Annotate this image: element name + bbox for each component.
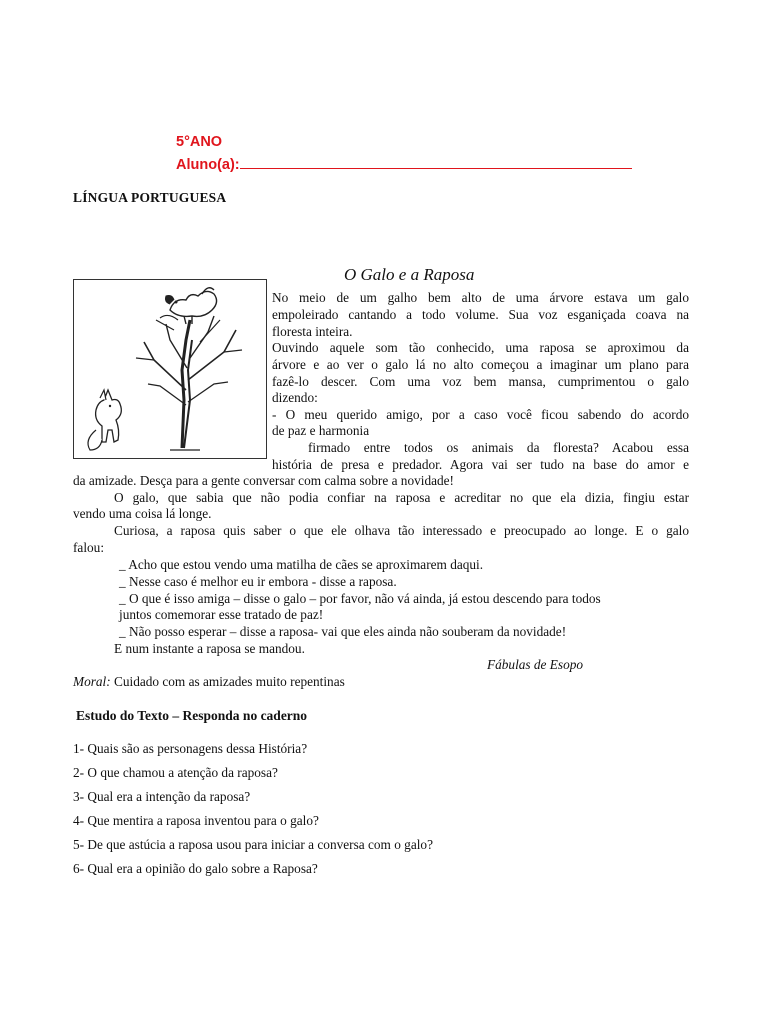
moral-label: Moral: (73, 674, 111, 689)
question-item: 1- Quais são as personagens dessa História? (73, 741, 308, 756)
story-line: firmado entre todos os animais da floresta? Acabou essa (308, 440, 689, 455)
subject-heading: LÍNGUA PORTUGUESA (73, 190, 227, 205)
story-moral (73, 674, 345, 690)
question-item: 3- Qual era a intenção da raposa? (73, 789, 251, 804)
student-name-line[interactable] (240, 154, 632, 169)
story-line: _ Nesse caso é melhor eu ir embora - disse a raposa. (119, 574, 397, 589)
story-line: No meio de um galho bem alto de uma árvore estava um galo (272, 290, 689, 305)
story-line: Curiosa, a raposa quis saber o que ele olhava tão interessado e preocupado ao longe. E o galo (114, 523, 689, 538)
story-line: vendo uma coisa lá longe. (73, 506, 212, 521)
grade-label: 5°ANO (176, 134, 223, 150)
story-line: dizendo: (272, 390, 318, 405)
story-line: O galo, que sabia que não podia confiar na raposa e acreditar no que ela dizia, fingiu estar (114, 490, 689, 505)
question-item: 4- Que mentira a raposa inventou para o galo? (73, 813, 319, 828)
question-item: 2- O que chamou a atenção da raposa? (73, 765, 278, 780)
story-title: O Galo e a Raposa (344, 265, 475, 284)
study-heading: Estudo do Texto – Responda no caderno (76, 708, 308, 723)
story-line: da amizade. Desça para a gente conversar com calma sobre a novidade! (73, 473, 454, 488)
question-item: 6- Qual era a opinião do galo sobre a Raposa? (73, 861, 318, 876)
story-line: - O meu querido amigo, por a caso você ficou sabendo do acordo (272, 407, 689, 422)
story-line: árvore e ao ver o galo lá no alto começou a imaginar um plano para (272, 357, 689, 372)
story-source: Fábulas de Esopo (487, 657, 584, 672)
story-line: _ Acho que estou vendo uma matilha de cães se aproximarem daqui. (119, 557, 484, 572)
student-name-field[interactable] (176, 154, 640, 173)
story-line: floresta inteira. (272, 324, 353, 339)
story-line: de paz e harmonia (272, 423, 370, 438)
story-illustration (73, 279, 267, 459)
moral-text: Cuidado com as amizades muito repentinas (110, 674, 345, 689)
question-item: 5- De que astúcia a raposa usou para iniciar a conversa com o galo? (73, 837, 433, 852)
student-label: Aluno(a): (176, 157, 240, 173)
story-line: juntos comemorar esse tratado de paz! (119, 607, 324, 622)
story-line: empoleirado cantando a todo volume. Sua voz esganiçada coava na (272, 307, 689, 322)
rooster-fox-tree-illustration (74, 280, 266, 458)
story-line: fazê-lo descer. Com uma voz bem mansa, cumprimentou o galo (272, 374, 689, 389)
story-line: E num instante a raposa se mandou. (114, 641, 305, 656)
story-line: história de presa e predador. Agora vai ser tudo na base do amor e (272, 457, 689, 472)
story-line: _ O que é isso amiga – disse o galo – por favor, não vá ainda, já estou descendo para todos (119, 591, 601, 606)
story-line: falou: (73, 540, 105, 555)
story-line: _ Não posso esperar – disse a raposa- vai que eles ainda não souberam da novidade! (119, 624, 567, 639)
story-line: Ouvindo aquele som tão conhecido, uma raposa se aproximou da (272, 340, 689, 355)
